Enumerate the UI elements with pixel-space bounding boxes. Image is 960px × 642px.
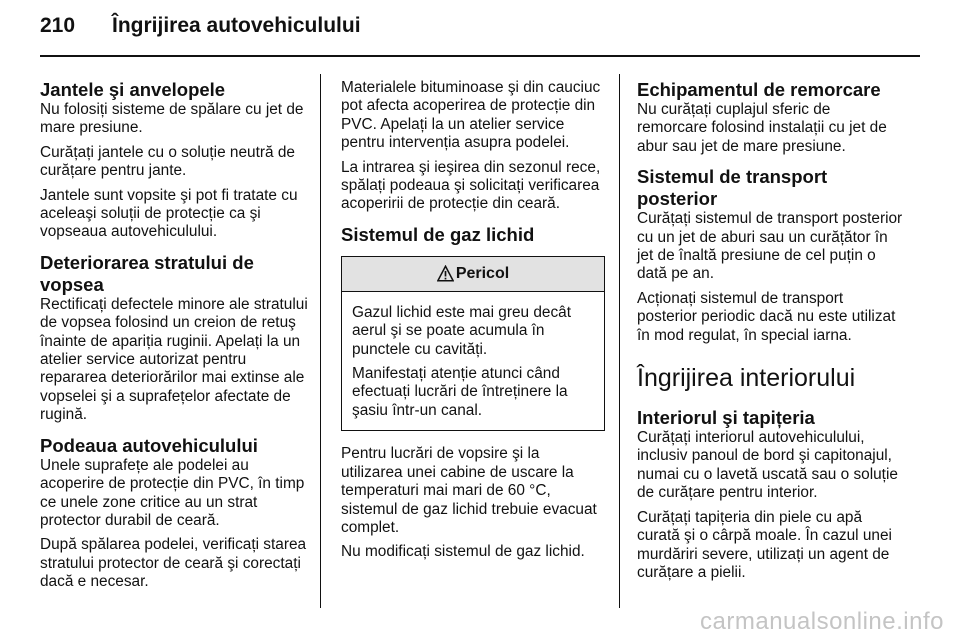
section-heading-underbody: Podeaua autovehiculului bbox=[40, 434, 258, 456]
column-divider-2 bbox=[619, 74, 620, 608]
column-3 bbox=[637, 79, 903, 588]
warning-paragraph: Manifestați atenție atunci când efectuați lucrări de întreținere la şasiu într-un canal. bbox=[352, 365, 568, 419]
paragraph: Nu curățați cuplajul sferic de remorcare folosind instalații cu jet de abur sau jet de mare presiune. bbox=[637, 101, 887, 155]
paragraph: Acționați sistemul de transport posterior periodic dacă nu este utilizat în mod regulat, în special iarna. bbox=[637, 289, 896, 344]
page-header bbox=[40, 14, 920, 44]
section-heading-paint-damage: Deteriorarea stratului de vopsea bbox=[40, 251, 254, 295]
danger-triangle-icon bbox=[437, 265, 454, 282]
paragraph: Curățați sistemul de transport posterior cu un jet de aburi sau un curățător în jet de înaltă presiune de cel puțin o dată pe an. bbox=[637, 210, 903, 283]
section-heading-interior-upholstery: Interiorul şi tapițeria bbox=[637, 407, 815, 429]
main-heading-interior-care: Îngrijirea interiorului bbox=[637, 364, 856, 393]
paragraph: Pentru lucrări de vopsire şi la utilizarea unei cabine de uscare la temperaturi mai mari de 60 °C, sistemul de gaz lichid trebuie evacuat complet. bbox=[341, 445, 597, 536]
chapter-title: Îngrijirea autovehiculului bbox=[112, 14, 361, 37]
paragraph: Curățați jantele cu o soluție neutră de curățare pentru jante. bbox=[40, 143, 295, 180]
section-heading-lpg-system: Sistemul de gaz lichid bbox=[341, 223, 535, 245]
watermark: carmanualsonline.info bbox=[700, 608, 944, 635]
paragraph: Curățați interiorul autovehiculului, inclusiv panoul de bord şi capitonajul, numai cu o lavetă uscată sau o soluție de curățare pentru interior. bbox=[637, 429, 898, 502]
column-divider-1 bbox=[320, 74, 321, 608]
paragraph: Nu modificați sistemul de gaz lichid. bbox=[341, 543, 585, 561]
column-1 bbox=[40, 79, 310, 598]
section-heading-towing-equipment: Echipamentul de remorcare bbox=[637, 79, 881, 100]
paragraph: La intrarea şi ieşirea din sezonul rece, spălați podeaua şi solicitați verificarea acoperirii de protecție din ceară. bbox=[341, 158, 601, 213]
header-rule bbox=[40, 55, 920, 57]
warning-header bbox=[342, 257, 604, 292]
paragraph: Nu folosiți sisteme de spălare cu jet de mare presiune. bbox=[40, 101, 304, 137]
paragraph: Materialele bituminoase şi din cauciuc pot afecta acoperirea de protecție din PVC. Apelați la un atelier service pentru intervenția asupra podelei. bbox=[341, 79, 601, 152]
warning-title: Pericol bbox=[455, 264, 510, 282]
danger-warning-box bbox=[341, 256, 605, 431]
section-heading-rear-carrier: Sistemul de transport posterior bbox=[637, 166, 828, 210]
page-number: 210 bbox=[40, 14, 76, 37]
section-heading-rims-tyres: Jantele şi anvelopele bbox=[40, 79, 226, 100]
warning-body bbox=[342, 292, 604, 430]
paragraph: Rectificați defectele minore ale stratului de vopsea folosind un creion de retuş înainte de apariția ruginii. Apelați la un atelier service autorizat pentru repararea deteriorărilor mai extinse ale vopselei şi a suprafețelor afectate de rugină. bbox=[40, 295, 308, 424]
warning-paragraph: Gazul lichid este mai greu decât aerul şi se poate acumula în punctele cu cavități. bbox=[352, 303, 572, 358]
paragraph: După spălarea podelei, verificați starea stratului protector de ceară şi corectați dacă e necesar. bbox=[40, 536, 307, 591]
paragraph: Unele suprafețe ale podelei au acoperire de protecție din PVC, în timp ce unele zone critice au un strat protector durabil de ceară. bbox=[40, 456, 305, 529]
column-2 bbox=[341, 79, 605, 568]
paragraph: Jantele sunt vopsite şi pot fi tratate cu aceleaşi soluții de protecție ca şi vopseaua autovehiculului. bbox=[40, 186, 298, 241]
paragraph: Curățați tapițeria din piele cu apă curată şi o cârpă moale. În cazul unei murdăriri severe, utilizați un agent de curățare a pielii. bbox=[637, 508, 892, 581]
